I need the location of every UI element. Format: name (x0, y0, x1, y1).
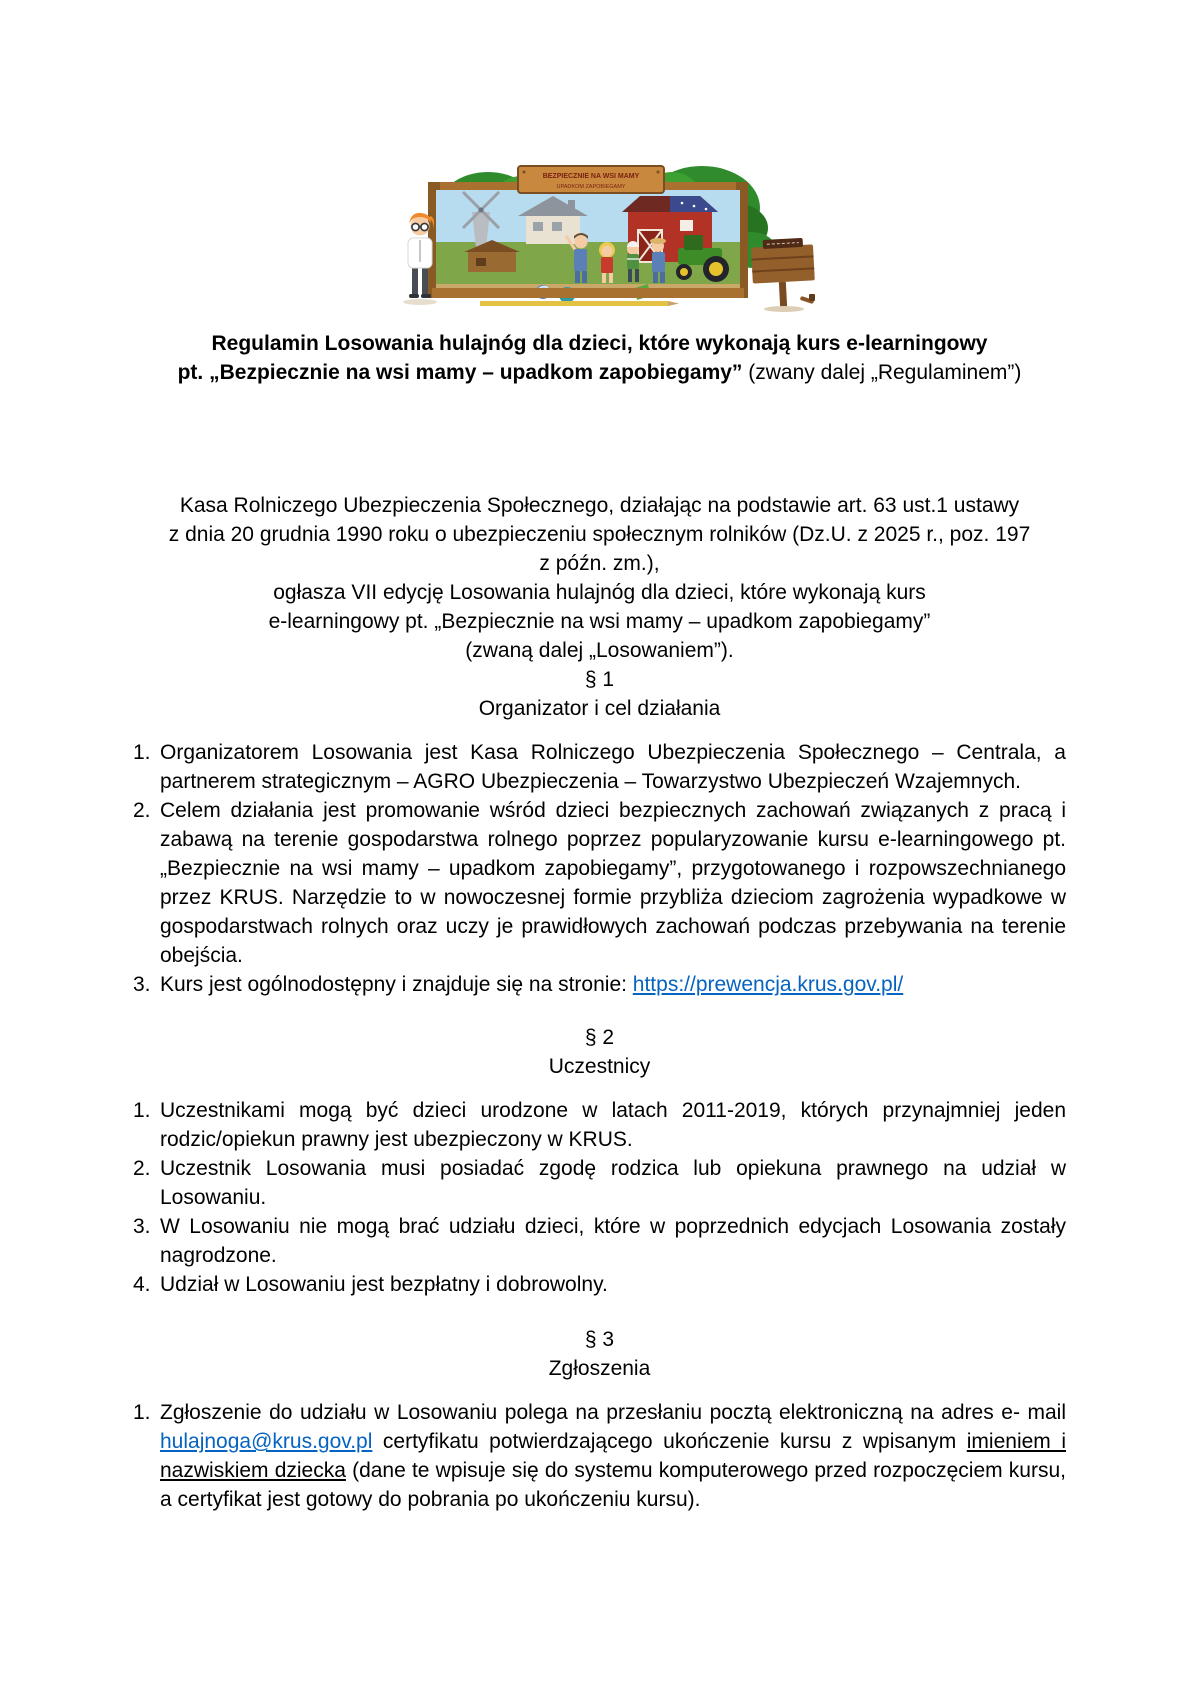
farm-scene-icon (380, 150, 820, 315)
list-item-number: 1. (133, 1401, 151, 1424)
intro-line: e-learningowy pt. „Bezpiecznie na wsi mamy – upadkom zapobiegamy” (268, 610, 931, 633)
section-3-heading: Zgłoszenia (548, 1357, 651, 1380)
list-item-number: 3. (133, 1215, 151, 1238)
list-item (133, 1398, 1066, 1514)
section-2-mark: § 2 (584, 1026, 615, 1049)
submission-text-part2: certyfikatu potwierdzającego ukończenie kursu z wpisanym (372, 1430, 967, 1453)
header-illustration (380, 150, 820, 323)
sign-shadow (764, 306, 804, 312)
section-3 (133, 1325, 1066, 1514)
submission-text-part3: (dane te wpisuje się do systemu komputerowego przed rozpoczęciem kursu, a certyfikat jest gotowy do pobrania po ukończeniu kursu). (160, 1459, 1066, 1511)
intro-line: z dnia 20 grudnia 1990 roku o ubezpieczeniu społecznym rolników (Dz.U. z 2025 r., poz. 197 (168, 523, 1031, 546)
list-item (133, 1154, 1066, 1212)
intro-paragraph (133, 491, 1066, 665)
pencil-icon (480, 301, 679, 306)
section-1 (133, 665, 1066, 999)
banner-subtitle-text: UPADKOM ZAPOBIEGAMY (556, 184, 626, 190)
list-item (133, 796, 1066, 970)
list-item (133, 1096, 1066, 1154)
title-line2-bold-text: pt. „Bezpiecznie na wsi mamy – upadkom zapobiegamy” (177, 361, 743, 384)
title-line-1 (133, 329, 1066, 358)
intro-line: (zwaną dalej „Losowaniem”). (465, 639, 734, 662)
list-item (133, 1270, 1066, 1299)
list-item-text (160, 1398, 1066, 1514)
list-item-number: 1. (133, 1099, 151, 1122)
list-item-text: W Losowaniu nie mogą brać udziału dzieci, które w poprzednich edycjach Losowania zostały nagrodzone. (160, 1215, 1066, 1267)
list-item-number: 1. (133, 741, 151, 764)
list-item-number: 4. (133, 1273, 151, 1296)
list-item-text (160, 970, 1066, 999)
title-line-2 (133, 358, 1066, 387)
list-item-text: Udział w Losowaniu jest bezpłatny i dobrowolny. (160, 1273, 608, 1296)
course-availability-text: Kurs jest ogólnodostępny i znajduje się na stronie: (160, 973, 633, 996)
list-item-number: 2. (133, 799, 151, 822)
list-item-text: Organizatorem Losowania jest Kasa Rolniczego Ubezpieczenia Społecznego – Centrala, a partnerem strategicznym – AGRO Ubezpieczenia – Towarzystwo Ubezpieczeń Wzajemnych. (160, 741, 1066, 793)
section-2-heading: Uczestnicy (548, 1055, 651, 1078)
underlined-child-name-text: imieniem i nazwiskiem dziecka (160, 1430, 1066, 1482)
title-line2-plain-text: (zwany dalej „Regulaminem”) (742, 361, 1022, 384)
document-content (0, 329, 1200, 1514)
list-item-number: 2. (133, 1157, 151, 1180)
section-1-list (133, 738, 1066, 999)
list-item (133, 738, 1066, 796)
section-2-list (133, 1096, 1066, 1299)
banner-title-text: BEZPIECZNIE NA WSI MAMY (542, 173, 640, 180)
section-1-mark: § 1 (584, 668, 615, 691)
list-item-number: 3. (133, 973, 151, 996)
list-item-text: Uczestnik Losowania musi posiadać zgodę rodzica lub opiekuna prawnego na udział w Losowaniu. (160, 1157, 1066, 1209)
intro-line: ogłasza VII edycję Losowania hulajnóg dla dzieci, które wykonają kurs (273, 581, 926, 604)
frame-bottom-plank (432, 288, 744, 298)
prevention-site-link[interactable]: https://prewencja.krus.gov.pl/ (632, 973, 904, 996)
list-item (133, 1212, 1066, 1270)
title-line1-text: Regulamin Losowania hulajnóg dla dzieci, które wykonają kurs e-learningowy (211, 332, 988, 355)
banner-sign-icon (518, 166, 664, 193)
section-3-list (133, 1398, 1066, 1514)
section-1-heading: Organizator i cel działania (478, 697, 721, 720)
document-title (133, 329, 1066, 387)
hammer-icon (800, 294, 815, 304)
list-item (133, 970, 1066, 999)
list-item-text: Uczestnikami mogą być dzieci urodzone w latach 2011-2019, których przynajmniej jeden rodzic/opiekun prawny jest ubezpieczony w KRUS. (160, 1099, 1066, 1151)
submission-text-part1: Zgłoszenie do udziału w Losowaniu polega na przesłaniu pocztą elektroniczną na adres e- mail (160, 1401, 1066, 1424)
list-item-text: Celem działania jest promowanie wśród dzieci bezpiecznych zachowań związanych z pracą i zabawą na terenie gospodarstwa rolnego poprzez popularyzowanie kursu e-learningowego pt. „Bezpiecznie na wsi mamy – upadkom zapobiegamy”, przygotowanego i rozpowszechnianego przez KRUS. Narzędzie to w nowoczesnej formie przybliża dzieciom zagrożenia wypadkowe w gospodarstwach rolnych oraz uczy je prawidłowych zachowań podczas przebywania na terenie obejścia. (160, 799, 1066, 967)
email-link[interactable]: hulajnoga@krus.gov.pl (160, 1430, 373, 1453)
section-2 (133, 1023, 1066, 1299)
intro-line: z późn. zm.), (539, 552, 660, 575)
intro-line: Kasa Rolniczego Ubezpieczenia Społecznego, działając na podstawie art. 63 ust.1 ustawy (179, 494, 1020, 517)
section-3-mark: § 3 (584, 1328, 615, 1351)
